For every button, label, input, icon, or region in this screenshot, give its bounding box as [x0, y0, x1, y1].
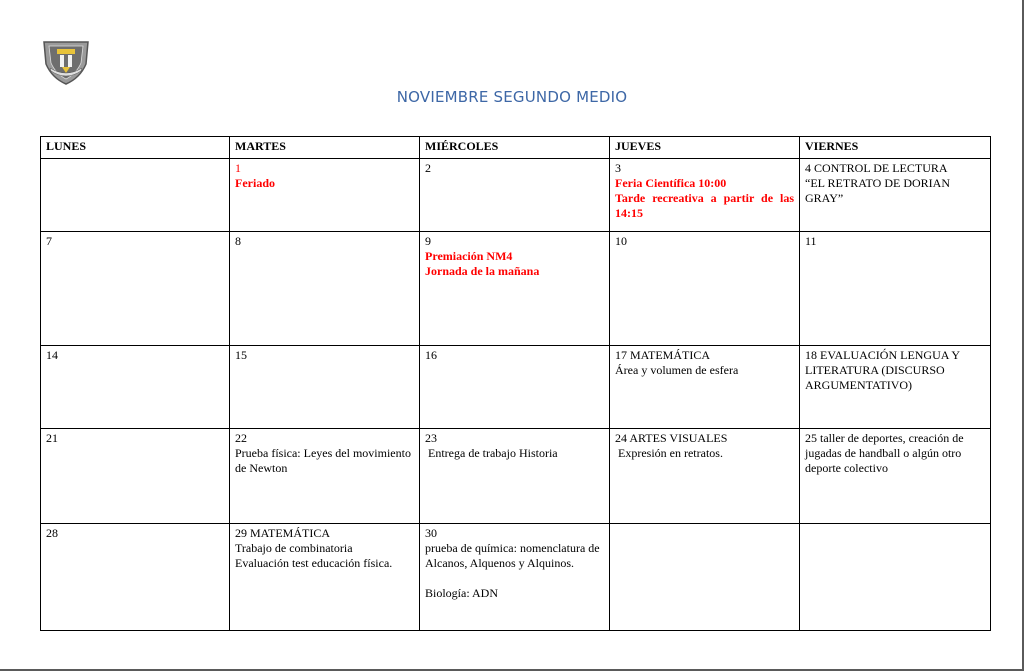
day-cell [610, 524, 800, 631]
day-cell [800, 346, 991, 429]
day-cell [41, 159, 230, 232]
event-text: EVALUACIÓN LENGUA Y LITERATURA (DISCURSO ARGUMENTATIVO) [805, 348, 960, 392]
header-monday: LUNES [41, 137, 230, 159]
day-cell [610, 429, 800, 524]
day-number: 28 [46, 526, 58, 540]
day-number: 8 [235, 234, 241, 248]
day-cell [230, 232, 420, 346]
day-cell [610, 346, 800, 429]
day-number: 23 [425, 431, 437, 445]
calendar-week-row [41, 524, 991, 631]
day-number: 16 [425, 348, 437, 362]
day-number: 4 [805, 161, 811, 175]
day-cell [41, 429, 230, 524]
day-cell [800, 232, 991, 346]
day-number: 15 [235, 348, 247, 362]
event-text: Biología: ADN [425, 586, 499, 600]
day-cell [420, 232, 610, 346]
page-title: NOVIEMBRE SEGUNDO MEDIO [396, 88, 628, 106]
header-thursday: JUEVES [610, 137, 800, 159]
event-text: Prueba física: Leyes del movimiento de Newton [235, 446, 411, 475]
event-text: Trabajo de combinatoria [235, 541, 353, 555]
calendar-week-row [41, 159, 991, 232]
day-number: 18 [805, 348, 817, 362]
calendar-table [40, 136, 991, 631]
day-cell [610, 232, 800, 346]
event-text: Evaluación test educación física. [235, 556, 393, 570]
day-cell [420, 429, 610, 524]
day-number: 22 [235, 431, 247, 445]
event-text: Feriado [235, 176, 275, 190]
event-text: MATEMÁTICA [630, 348, 710, 362]
day-cell [230, 159, 420, 232]
spacer [425, 571, 604, 586]
event-text: taller de deportes, creación de jugadas de handball o algún otro deporte colectivo [805, 431, 964, 475]
calendar-week-row [41, 232, 991, 346]
event-text: Área y volumen de esfera [615, 363, 739, 377]
day-number: 29 [235, 526, 247, 540]
event-text: Premiación NM4 [425, 249, 513, 263]
event-text: Expresión en retratos. [615, 446, 723, 460]
day-number: 1 [235, 161, 241, 175]
day-number: 3 [615, 161, 621, 175]
header-tuesday: MARTES [230, 137, 420, 159]
header-friday: VIERNES [800, 137, 991, 159]
event-text: prueba de química: nomenclatura de Alcanos, Alquenos y Alquinos. [425, 541, 600, 570]
calendar-week-row [41, 429, 991, 524]
calendar-week-row [41, 346, 991, 429]
event-text: ARTES VISUALES [629, 431, 728, 445]
event-text: Jornada de la mañana [425, 264, 540, 278]
day-cell [420, 524, 610, 631]
day-cell [230, 346, 420, 429]
day-number: 11 [805, 234, 817, 248]
event-text: Entrega de trabajo Historia [425, 446, 558, 460]
event-text: Feria Científica 10:00 [615, 176, 727, 190]
day-number: 2 [425, 161, 431, 175]
day-cell [610, 159, 800, 232]
header-wednesday: MIÉRCOLES [420, 137, 610, 159]
crest-icon [40, 38, 92, 86]
event-text: “EL RETRATO DE DORIAN GRAY” [805, 176, 950, 205]
day-cell [800, 524, 991, 631]
day-cell [41, 346, 230, 429]
event-text: MATEMÁTICA [250, 526, 330, 540]
day-number: 9 [425, 234, 431, 248]
day-number: 21 [46, 431, 58, 445]
day-cell [800, 159, 991, 232]
day-number: 24 [615, 431, 627, 445]
day-cell [230, 429, 420, 524]
day-number: 10 [615, 234, 627, 248]
day-number: 14 [46, 348, 58, 362]
day-number: 17 [615, 348, 627, 362]
day-cell [420, 159, 610, 232]
event-text: CONTROL DE LECTURA [814, 161, 948, 175]
event-text: Tarde recreativa a partir de las 14:15 [615, 191, 794, 220]
day-cell [420, 346, 610, 429]
day-cell [230, 524, 420, 631]
day-number: 7 [46, 234, 52, 248]
day-cell [41, 232, 230, 346]
calendar-header-row [41, 137, 991, 159]
day-cell [800, 429, 991, 524]
day-number: 30 [425, 526, 437, 540]
day-number: 25 [805, 431, 817, 445]
school-crest-logo [40, 38, 92, 86]
day-cell [41, 524, 230, 631]
